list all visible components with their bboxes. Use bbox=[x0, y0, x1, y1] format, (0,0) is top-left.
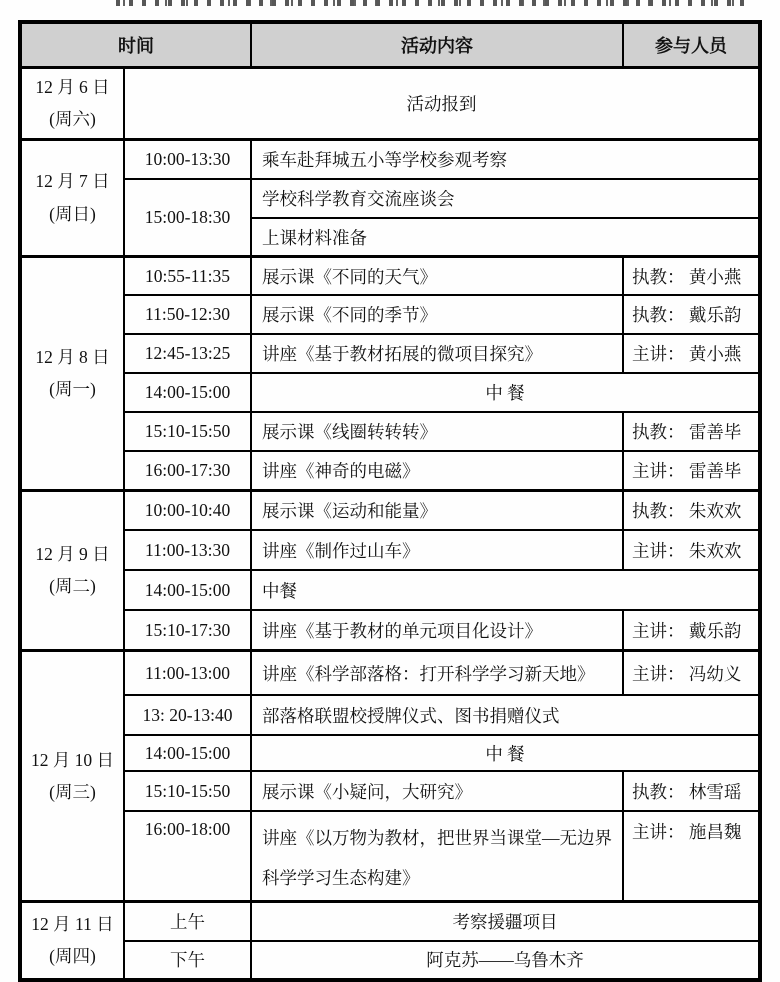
date-text: 12 月 9 日 bbox=[35, 543, 110, 564]
time-cell: 14:00-15:00 bbox=[124, 735, 251, 771]
header-participants: 参与人员 bbox=[623, 22, 760, 68]
participants-cell: 执教： 戴乐韵 bbox=[623, 295, 760, 334]
table-row bbox=[20, 451, 760, 490]
weekday-text: (周三) bbox=[49, 781, 96, 802]
table-row bbox=[20, 334, 760, 373]
activity-cell: 讲座《神奇的电磁》 bbox=[251, 451, 623, 490]
table-row bbox=[20, 902, 760, 941]
table-row bbox=[20, 695, 760, 735]
time-cell: 10:00-10:40 bbox=[124, 490, 251, 530]
activity-cell: 讲座《基于教材拓展的微项目探究》 bbox=[251, 334, 623, 373]
weekday-text: (周日) bbox=[49, 203, 96, 224]
activity-cell: 中 餐 bbox=[251, 373, 760, 412]
table-row bbox=[20, 650, 760, 695]
activity-cell: 考察援疆项目 bbox=[251, 902, 760, 941]
date-cell bbox=[20, 256, 124, 490]
activity-cell: 讲座《以万物为教材，把世界当课堂—无边界科学学习生态构建》 bbox=[251, 811, 623, 901]
activity-cell: 学校科学教育交流座谈会 bbox=[251, 179, 760, 218]
time-cell: 15:00-18:30 bbox=[124, 179, 251, 256]
participants-cell: 执教： 雷善毕 bbox=[623, 412, 760, 451]
weekday-text: (周二) bbox=[49, 576, 96, 597]
activity-cell: 上课材料准备 bbox=[251, 218, 760, 256]
date-text: 12 月 7 日 bbox=[35, 171, 110, 192]
table-header-row bbox=[20, 22, 760, 68]
table-row bbox=[20, 179, 760, 218]
activity-cell: 展示课《线圈转转转》 bbox=[251, 412, 623, 451]
table-row bbox=[20, 570, 760, 610]
activity-cell: 讲座《制作过山车》 bbox=[251, 530, 623, 570]
table-row bbox=[20, 811, 760, 901]
table-row bbox=[20, 490, 760, 530]
time-cell: 16:00-18:00 bbox=[124, 811, 251, 901]
participants-cell: 执教： 黄小燕 bbox=[623, 256, 760, 295]
activity-cell: 展示课《小疑问，大研究》 bbox=[251, 771, 623, 811]
activity-cell: 阿克苏——乌鲁木齐 bbox=[251, 941, 760, 980]
time-cell: 11:00-13:30 bbox=[124, 530, 251, 570]
date-text: 12 月 6 日 bbox=[35, 77, 110, 97]
time-cell: 11:50-12:30 bbox=[124, 295, 251, 334]
table-row bbox=[20, 373, 760, 412]
participants-cell: 主讲： 朱欢欢 bbox=[623, 530, 760, 570]
table-row bbox=[20, 295, 760, 334]
table-row bbox=[20, 256, 760, 295]
time-cell: 10:55-11:35 bbox=[124, 256, 251, 295]
time-cell: 上午 bbox=[124, 902, 251, 941]
table-row bbox=[20, 735, 760, 771]
time-cell: 15:10-17:30 bbox=[124, 610, 251, 650]
activity-cell: 中 餐 bbox=[251, 735, 760, 771]
weekday-text: (周四) bbox=[49, 946, 96, 967]
schedule-table bbox=[18, 20, 762, 982]
activity-cell: 中餐 bbox=[251, 570, 760, 610]
activity-cell: 展示课《运动和能量》 bbox=[251, 490, 623, 530]
header-time: 时间 bbox=[20, 22, 251, 68]
time-cell: 16:00-17:30 bbox=[124, 451, 251, 490]
time-cell: 14:00-15:00 bbox=[124, 570, 251, 610]
date-cell bbox=[20, 139, 124, 256]
time-cell: 下午 bbox=[124, 941, 251, 980]
date-cell bbox=[20, 68, 124, 140]
activity-cell: 展示课《不同的季节》 bbox=[251, 295, 623, 334]
weekday-text: (周六) bbox=[49, 109, 96, 130]
table-row bbox=[20, 68, 760, 140]
table-row bbox=[20, 412, 760, 451]
participants-cell: 主讲： 雷善毕 bbox=[623, 451, 760, 490]
participants-cell: 主讲： 施昌魏 bbox=[623, 811, 760, 901]
table-row bbox=[20, 771, 760, 811]
participants-cell: 执教： 林雪瑶 bbox=[623, 771, 760, 811]
date-text: 12 月 8 日 bbox=[35, 346, 110, 367]
participants-cell: 执教： 朱欢欢 bbox=[623, 490, 760, 530]
time-cell: 11:00-13:00 bbox=[124, 650, 251, 695]
participants-cell: 主讲： 冯幼义 bbox=[623, 650, 760, 695]
participants-cell: 主讲： 黄小燕 bbox=[623, 334, 760, 373]
table-row bbox=[20, 610, 760, 650]
date-cell bbox=[20, 490, 124, 650]
date-text: 12 月 10 日 bbox=[30, 749, 115, 770]
cropped-title-fragment bbox=[116, 0, 748, 6]
time-cell: 13: 20-13:40 bbox=[124, 695, 251, 735]
participants-cell: 主讲： 戴乐韵 bbox=[623, 610, 760, 650]
date-cell bbox=[20, 650, 124, 901]
date-cell bbox=[20, 902, 124, 980]
activity-cell: 活动报到 bbox=[124, 68, 760, 140]
activity-cell: 展示课《不同的天气》 bbox=[251, 256, 623, 295]
time-cell: 10:00-13:30 bbox=[124, 139, 251, 179]
time-cell: 14:00-15:00 bbox=[124, 373, 251, 412]
time-cell: 15:10-15:50 bbox=[124, 412, 251, 451]
activity-cell: 部落格联盟校授牌仪式、图书捐赠仪式 bbox=[251, 695, 760, 735]
activity-cell: 讲座《科学部落格：打开科学学习新天地》 bbox=[251, 650, 623, 695]
table-row bbox=[20, 530, 760, 570]
time-cell: 15:10-15:50 bbox=[124, 771, 251, 811]
activity-cell: 讲座《基于教材的单元项目化设计》 bbox=[251, 610, 623, 650]
weekday-text: (周一) bbox=[49, 379, 96, 400]
table-row bbox=[20, 139, 760, 179]
date-text: 12 月 11 日 bbox=[31, 913, 114, 934]
header-activity: 活动内容 bbox=[251, 22, 623, 68]
time-cell: 12:45-13:25 bbox=[124, 334, 251, 373]
activity-cell: 乘车赴拜城五小等学校参观考察 bbox=[251, 139, 760, 179]
